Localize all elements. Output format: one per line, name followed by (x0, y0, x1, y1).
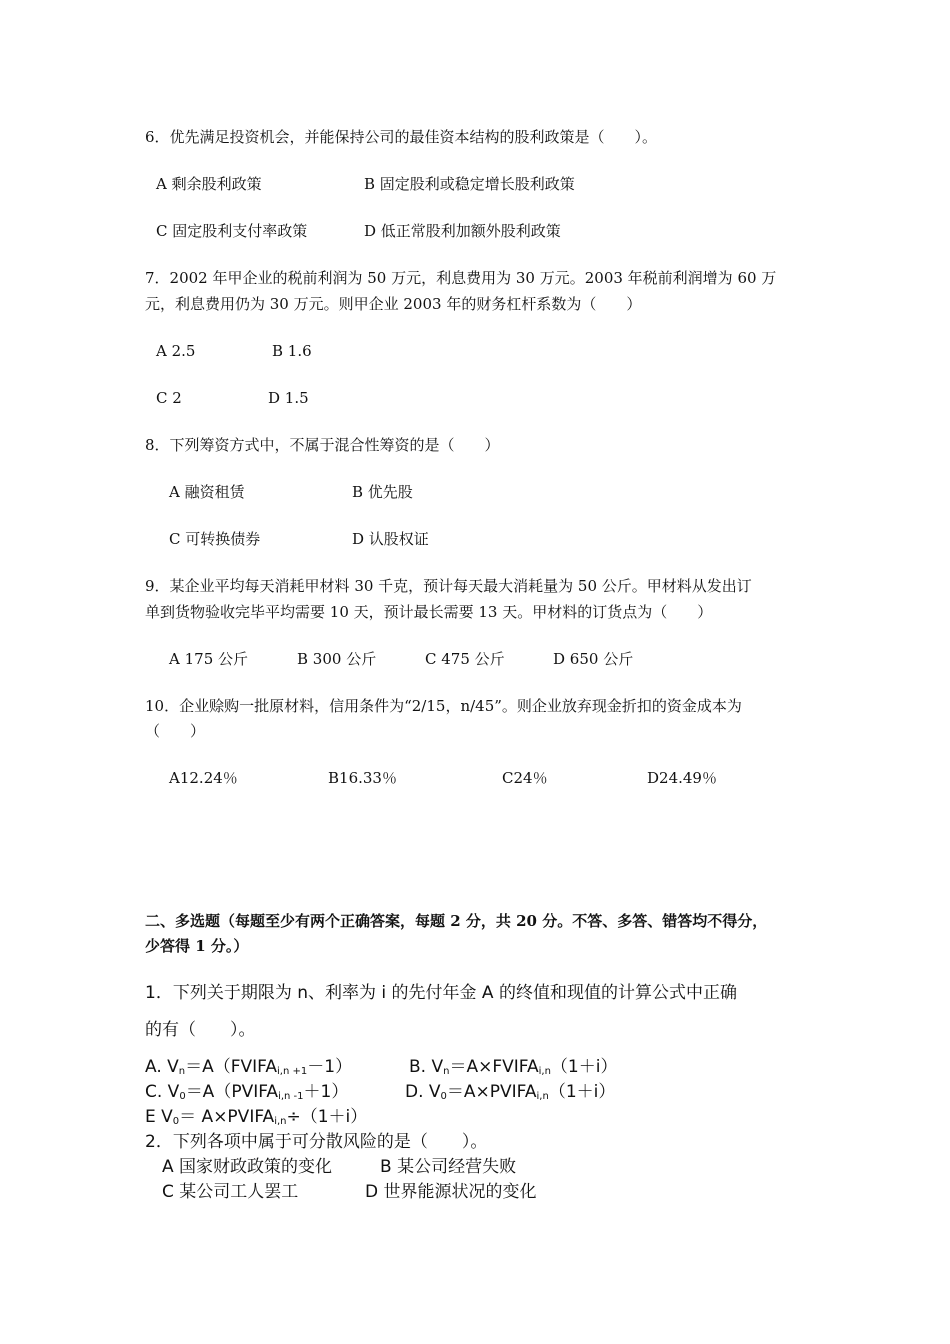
question-6-stem: 6．优先满足投资机会，并能保持公司的最佳资本结构的股利政策是（ ）。 (145, 128, 658, 146)
question-8-stem: 8．下列筹资方式中，不属于混合性筹资的是（ ） (145, 436, 500, 454)
multi-question-1-option-b: B. $V_n=A\times FVIFA_{i,n}(1+i)$ (409, 1057, 618, 1077)
question-10-option-a: A12.24％ (169, 769, 238, 787)
multi-question-2-stem: 2．下列各项中属于可分散风险的是（ ）。 (145, 1132, 488, 1152)
multi-question-2-option-c: C 某公司工人罢工 (162, 1182, 299, 1202)
question-8-option-c: C 可转换债券 (169, 530, 261, 548)
question-7-stem-line2: 元，利息费用仍为 30 万元。则甲企业 2003 年的财务杠杆系数为（ ） (145, 295, 642, 313)
multi-question-2-option-d: D 世界能源状况的变化 (365, 1182, 537, 1202)
multi-question-1-stem-line1: 1．下列关于期限为 n、利率为 i 的先付年金 A 的终值和现值的计算公式中正确 (145, 983, 737, 1003)
multi-question-1-option-d: D. $V_0=A\times PVIFA_{i,n}(1+i)$ (405, 1082, 616, 1102)
question-10-stem-line2: （ ） (145, 722, 206, 740)
question-9-option-b: B 300 公斤 (297, 650, 377, 668)
question-6-option-c: C 固定股利支付率政策 (156, 222, 308, 240)
question-7-option-a: A 2.5 (156, 342, 196, 360)
multi-question-1-stem-line2: 的有（ ）。 (145, 1020, 256, 1040)
question-7-stem-line1: 7．2002 年甲企业的税前利润为 50 万元，利息费用为 30 万元。2003 年税前利润增为 60 万 (145, 269, 777, 287)
question-7-option-b: B 1.6 (272, 342, 312, 360)
section-2-heading-line2: 少答得 1 分。） (145, 937, 249, 955)
multi-question-2-option-b: B 某公司经营失败 (380, 1157, 517, 1177)
multi-question-1-option-e: E $V_0=$ $A\times PVIFA_{i,n}\div(1+i)$ (145, 1107, 368, 1127)
question-9-option-c: C 475 公斤 (425, 650, 505, 668)
question-8-option-d: D 认股权证 (352, 530, 429, 548)
question-6-option-a: A 剩余股利政策 (156, 175, 262, 193)
multi-question-1-option-a: A. $V_n=A(FVIFA_{i,n +1}-1)$ (145, 1057, 353, 1077)
question-10-option-c: C24％ (502, 769, 548, 787)
question-6-option-d: D 低正常股利加额外股利政策 (364, 222, 561, 240)
question-8-option-a: A 融资租赁 (169, 483, 245, 501)
question-7-option-c: C 2 (156, 389, 182, 407)
multi-question-2-option-a: A 国家财政政策的变化 (162, 1157, 333, 1177)
question-9-option-d: D 650 公斤 (553, 650, 634, 668)
question-8-option-b: B 优先股 (352, 483, 413, 501)
section-2-heading-line1: 二、多选题（每题至少有两个正确答案，每题 2 分，共 20 分。不答、多答、错答均不得分， (145, 912, 768, 930)
question-6-option-b: B 固定股利或稳定增长股利政策 (364, 175, 575, 193)
question-9-stem-line1: 9．某企业平均每天消耗甲材料 30 千克，预计每天最大消耗量为 50 公斤。甲材料从发出订 (145, 577, 752, 595)
question-9-option-a: A 175 公斤 (169, 650, 248, 668)
question-7-option-d: D 1.5 (268, 389, 309, 407)
question-10-option-b: B16.33％ (328, 769, 397, 787)
question-10-option-d: D24.49％ (647, 769, 717, 787)
multi-question-1-option-c: C. $V_0=A(PVIFA_{i,n -1}+1)$ (145, 1082, 349, 1102)
question-9-stem-line2: 单到货物验收完毕平均需要 10 天，预计最长需要 13 天。甲材料的订货点为（ ） (145, 603, 713, 621)
question-10-stem-line1: 10．企业赊购一批原材料，信用条件为“2/15，n/45”。则企业放弃现金折扣的资金成本为 (145, 697, 742, 715)
